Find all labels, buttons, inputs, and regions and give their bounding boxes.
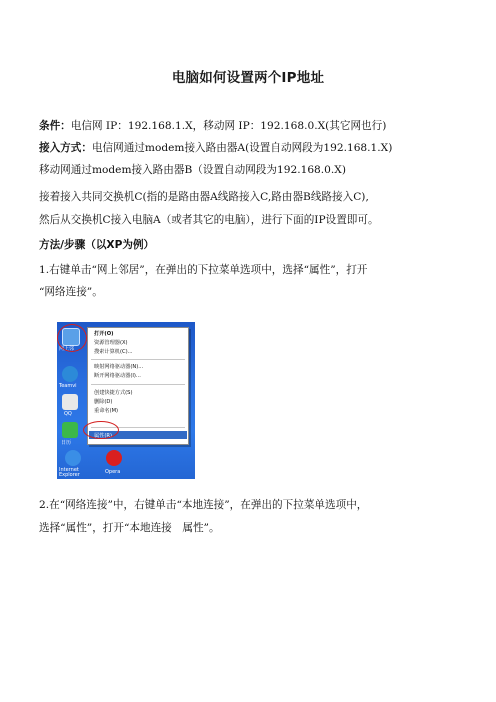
menu-item-explorer[interactable]: 资源管理器(X) — [94, 340, 128, 346]
step1-line-2: “网络连接”。 — [39, 286, 103, 298]
condition-line — [39, 119, 386, 133]
step2-line-1: 2.在“网络连接”中，右键单击“本地连接”，在弹出的下拉菜单选项中， — [39, 499, 368, 511]
highlight-ring-properties — [83, 421, 119, 439]
access-label: 接入方式： — [39, 142, 92, 154]
access-line — [39, 141, 392, 155]
menu-item-rename[interactable]: 重命名(M) — [94, 408, 119, 414]
menu-separator — [91, 359, 185, 360]
method-heading: 方法/步骤（以XP为例） — [39, 239, 155, 251]
step1-line-1: 1.右键单击“网上邻居”，在弹出的下拉菜单选项中，选择“属性”，打开 — [39, 264, 368, 276]
condition-text: 电信网 IP：192.168.1.X，移动网 IP：192.168.0.X(其它网也行) — [70, 120, 387, 132]
desktop-label-qq: QQ — [64, 411, 72, 417]
desktop-label-ie: Internet Explorer — [59, 467, 80, 478]
access-text: 电信网通过modem接入路由器A(设置自动网段为192.168.1.X) — [91, 142, 393, 154]
menu-item-properties[interactable]: 属性(R) — [94, 433, 113, 439]
menu-item-create-shortcut[interactable]: 创建快捷方式(S) — [94, 390, 133, 396]
internet-explorer-icon — [65, 450, 81, 466]
access-line-2: 移动网通过modem接入路由器B（设置自动网段为192.168.0.X) — [39, 164, 346, 176]
switch-line-1: 接着接入共同交换机C(指的是路由器A线路接入C,路由器B线路接入C), — [39, 191, 369, 203]
qq-icon — [62, 394, 78, 410]
calendar-icon — [62, 422, 78, 438]
highlight-ring-network-icon — [57, 324, 87, 352]
desktop-label-network: 网上邻 — [59, 346, 75, 352]
menu-item-disconnect-drive[interactable]: 断开网络驱动器(I)... — [94, 373, 141, 379]
page-title: 电脑如何设置两个IP地址 — [171, 70, 325, 86]
menu-item-delete[interactable]: 删除(D) — [94, 399, 113, 405]
desktop-label-opera: Opera — [105, 469, 121, 475]
teamviewer-icon — [62, 366, 78, 382]
condition-label: 条件： — [39, 120, 71, 132]
menu-separator — [91, 384, 185, 385]
xp-context-menu-screenshot — [57, 322, 195, 479]
opera-icon — [106, 450, 122, 466]
menu-item-open[interactable]: 打开(O) — [94, 331, 114, 337]
desktop-label-calendar: 日历 — [61, 440, 72, 446]
desktop-label-teamviewer: Teamvi — [59, 383, 77, 389]
menu-item-map-drive[interactable]: 映射网络驱动器(N)... — [94, 364, 144, 370]
menu-item-search[interactable]: 搜索计算机(C)... — [94, 349, 133, 355]
switch-line-2: 然后从交换机C接入电脑A（或者其它的电脑），进行下面的IP设置即可。 — [39, 214, 379, 226]
step2-line-2: 选择“属性”，打开“本地连接 属性”。 — [39, 522, 220, 534]
